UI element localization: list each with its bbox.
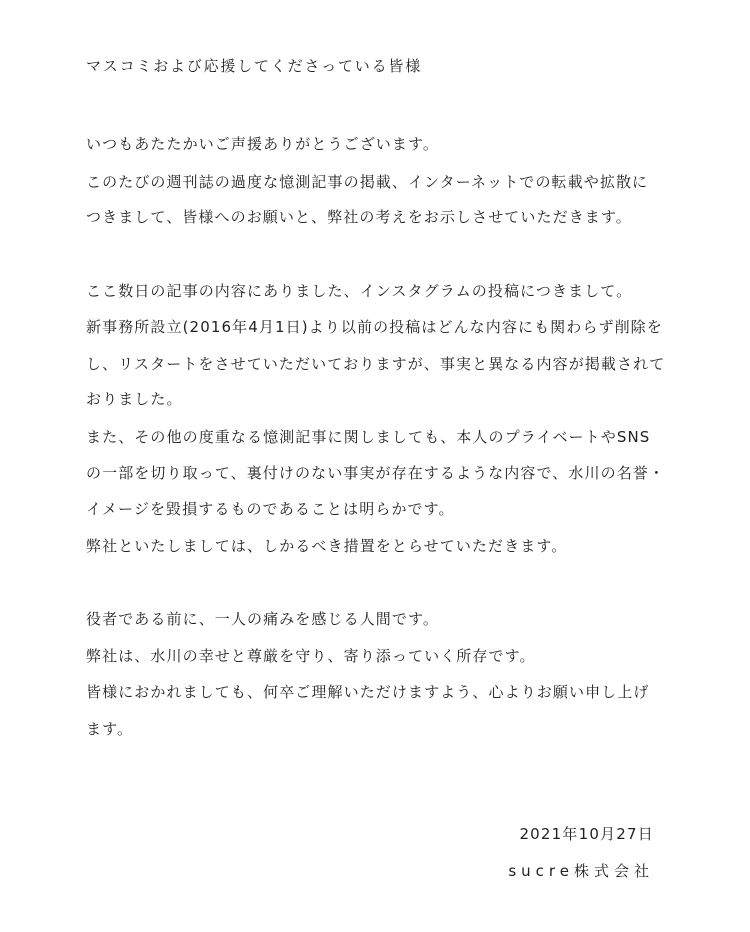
paragraph2-line-4: おりました。 <box>86 390 183 408</box>
paragraph2-line-3: し、リスタートをさせていただいておりますが、事実と異なる内容が掲載されて <box>86 355 666 373</box>
paragraph2-line-1: ここ数日の記事の内容にありました、インスタグラムの投稿につきまして。 <box>86 282 633 300</box>
paragraph1-line-1: いつもあたたかいご声援ありがとうございます。 <box>86 135 440 153</box>
paragraph3-line-4: ます。 <box>86 720 134 738</box>
paragraph3-line-3: 皆様におかれましても、何卒ご理解いただけますよう、心よりお願い申し上げ <box>86 683 650 701</box>
paragraph3-line-2: 弊社は、水川の幸せと尊厳を守り、寄り添っていく所存です。 <box>86 647 536 665</box>
paragraph1-line-3: つきまして、皆様へのお願いと、弊社の考えをお示しさせていただきます。 <box>86 208 632 226</box>
paragraph1-line-2: このたびの週刊誌の過度な憶測記事の掲載、インターネットでの転載や拡散に <box>86 173 649 191</box>
paragraph2-line-6: の一部を切り取って、裏付けのない事実が存在するような内容で、水川の名誉・ <box>86 464 666 482</box>
salutation-line: マスコミおよび応援してくださっている皆様 <box>86 57 423 75</box>
paragraph2-line-7: イメージを毀損するものであることは明らかです。 <box>86 500 455 518</box>
paragraph2-line-5: また、その他の度重なる憶測記事に関しましても、本人のプライベートやSNS <box>86 428 651 446</box>
statement-date: 2021年10月27日 <box>519 825 654 843</box>
company-name: sucre株式会社 <box>508 862 654 880</box>
paragraph2-line-2: 新事務所設立(2016年4月1日)より以前の投稿はどんな内容にも関わらず削除を <box>86 318 663 336</box>
paragraph2-line-8: 弊社といたしましては、しかるべき措置をとらせていただきます。 <box>86 537 568 555</box>
paragraph3-line-1: 役者である前に、一人の痛みを感じる人間です。 <box>86 610 440 628</box>
